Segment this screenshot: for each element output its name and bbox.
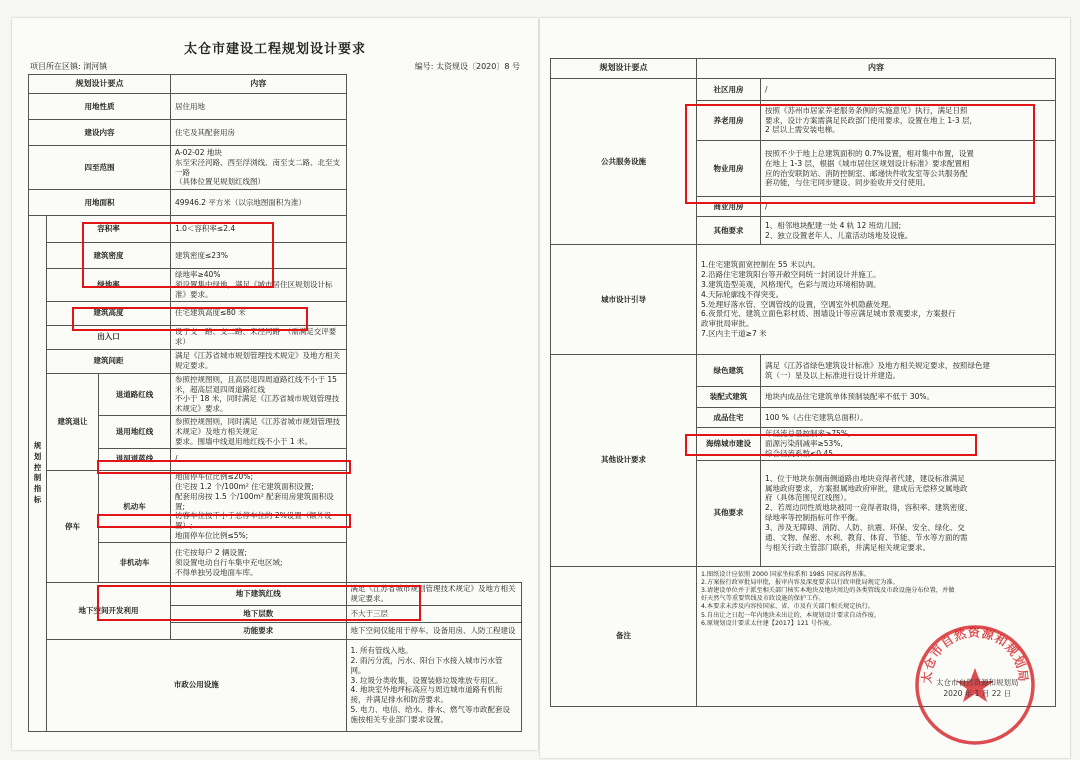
public-other-value: [761, 217, 1056, 245]
row-setback-land: [29, 416, 522, 449]
row-boundary: [29, 146, 522, 190]
issuer-name: 太仓市自然资源和规划局: [936, 678, 1019, 687]
left-requirements-table: [28, 74, 522, 732]
spacing-label: 建筑间距: [47, 349, 171, 373]
underground-function-value: 地下空间仅能用于停车、设备用房、人防工程建设: [346, 622, 522, 639]
control-indicators-label: [29, 216, 47, 732]
other-design-label: 其他设计要求: [551, 355, 697, 567]
setback-road-line: 参照控规图则，且高层退四周道路红线不小于 15 米，超高层退四周道路红线: [175, 374, 337, 394]
design-other-line: 通、文物、保密、水利、教育、体育、节能、节水等方面的需: [765, 532, 968, 542]
design-other-line: 2、若周边同性质地块被同一竞得者取得，容积率、建筑密度、: [765, 503, 973, 513]
row-green-building: [551, 355, 1056, 387]
sponge-city-label: 海绵城市建设: [697, 428, 761, 461]
seal-text: 太仓市自然资源和规划局: [919, 625, 1031, 685]
elderly-value: [761, 101, 1056, 141]
parking-nonmotor-label: 非机动车: [99, 543, 171, 583]
height-label: 建筑高度: [47, 301, 171, 325]
underground-redline-label: 地下建筑红线: [171, 583, 347, 606]
land-use-label: 用地性质: [29, 94, 171, 120]
row-urban-design: [551, 245, 1056, 355]
green-building-value: [761, 355, 1056, 387]
design-other-line: 与相关行政主管部门联系，并满足相关规定要求。: [765, 542, 930, 552]
design-other-line: 1、位于地块东侧南侧道路由地块竞得者代建，建设标准满足: [765, 473, 965, 483]
setback-road-label: 退道路红线: [99, 373, 171, 416]
row-parking-nonmotor: [29, 543, 522, 583]
setback-land-value: [171, 416, 347, 449]
row-land-use: [29, 94, 522, 120]
meta-row: [28, 58, 522, 74]
elderly-label: 养老用房: [697, 101, 761, 141]
design-other-line: 绿地率等控制指标可作平衡。: [765, 513, 863, 523]
urban-design-line: 3.建筑造型美观，风格现代，色彩与周边环境相协调。: [701, 279, 881, 289]
urban-design-line: 5.处理好落水管、空调管线的设置，空调室外机隐蔽处理。: [701, 299, 896, 309]
urban-design-line: 政审批局审批。: [701, 319, 754, 329]
parking-nonmotor-line: 须设置电动自行车集中充电区域;: [175, 557, 283, 567]
prefab-value: 地块内成品住宅建筑单体预制装配率不低于 30%。: [761, 387, 1056, 408]
right-header-point: 规划设计要点: [551, 59, 697, 79]
green-line: 须设置集中绿地，满足《城市居住区规划设计标准》要求。: [175, 279, 333, 299]
right-header-content: 内容: [697, 59, 1056, 79]
finished-housing-value: 100 %（占住宅建筑总面积）。: [761, 408, 1056, 428]
setback-road-line: 不小于 18 米，同时满足《江苏省城市规划管理技术规定》要求。: [175, 394, 340, 414]
right-requirements-table: [550, 58, 1056, 707]
issue-date: 2020 年 1 月 22 日: [943, 689, 1012, 699]
elderly-line: 要求，设计方案需满足民政部门使用要求，设置在地上 1-3 层，: [765, 115, 978, 125]
notes-line: 3.请建设单位并于派至相关部门核实本地块及地块周边的各类管线及市政设施分布位置，并做: [701, 587, 955, 595]
build-content-label: 建设内容: [29, 120, 171, 146]
entrance-value: 设于支一路、支二路、宋泾河路 （需满足交评要求）: [171, 325, 347, 349]
setback-land-line: 参照控规图则，同时满足《江苏省城市规划管理技术规定》及地方相关规定: [175, 417, 340, 437]
boundary-line: 东至宋泾河路、西至浮浏线、南至支二路、北至支一路: [175, 157, 340, 177]
municipal-line: 3. 垃圾分类收集，设置装修垃圾堆放专用区。: [350, 675, 503, 685]
underground-label: 地下空间开发利用: [47, 583, 171, 640]
parking-label: 停车: [47, 470, 99, 582]
table-header-row: [29, 75, 522, 94]
setback-label: 建筑退让: [47, 373, 99, 470]
row-density: [29, 243, 522, 269]
green-building-label: 绿色建筑: [697, 355, 761, 387]
design-other-label: 其他要求: [697, 460, 761, 566]
control-label-char: 控: [33, 462, 42, 472]
municipal-value: [346, 639, 522, 731]
control-label-char: 标: [33, 495, 42, 505]
green-building-line: 筑（一）星及以上标准进行设计并建造。: [765, 370, 900, 380]
boundary-line: （具体位置见规划红线图）: [175, 177, 265, 187]
property-line: 按照不少于地上总建筑面积的 0.7%设置，相对集中布置，设置: [765, 148, 974, 158]
urban-design-value: [697, 245, 1056, 355]
setback-river-label: 退河道蓝线: [99, 448, 171, 470]
control-label-char: 划: [33, 451, 42, 461]
row-build-content: [29, 120, 522, 146]
boundary-value: [171, 146, 347, 190]
municipal-line: 4. 地块室外地坪标高应与周边城市道路有机衔接，并满足排水和防涝要求。: [350, 685, 503, 705]
green-building-line: 满足《江苏省绿色建筑设计标准》及地方相关规定要求，按照绿色建: [765, 360, 990, 370]
urban-design-line: 1.住宅建筑面宽控制在 55 米以内。: [701, 259, 820, 269]
elderly-line: 2 层以上需安装电梯。: [765, 125, 840, 135]
urban-design-label: 城市设计引导: [551, 245, 697, 355]
prefab-label: 装配式建筑: [697, 387, 761, 408]
parking-motor-line: 住宅按 1.2 个/100m² 住宅建筑面积设置;: [175, 481, 314, 491]
urban-design-line: 2.沿路住宅建筑阳台等开敞空间统一封闭设计并施工。: [701, 269, 881, 279]
notes-line: 4.本要求未涉及内容按国家、省、市及有关部门相关规定执行。: [701, 603, 874, 611]
control-label-char: 制: [33, 473, 42, 483]
spacing-value: 满足《江苏省城市规划管理技术规定》及地方相关规定要求。: [171, 349, 347, 373]
parking-motor-value: [171, 470, 347, 542]
boundary-label: 四至范围: [29, 146, 171, 190]
municipal-line: 1. 所有管线入地。: [350, 645, 413, 655]
row-setback-river: [29, 448, 522, 470]
finished-housing-label: 成品住宅: [697, 408, 761, 428]
community-label: 社区用房: [697, 79, 761, 101]
underground-function-label: 功能要求: [171, 622, 347, 639]
row-spacing: [29, 349, 522, 373]
header-point: 规划设计要点: [29, 75, 171, 94]
public-other-line: 2、独立设置老年人、儿童活动场地及设施。: [765, 230, 913, 240]
notes-line: 2.方案报行政审批局审批，报审内容及深度要求以行政审批局规定为准。: [701, 578, 899, 586]
row-parking-motor: [29, 470, 522, 542]
setback-land-label: 退用地红线: [99, 416, 171, 449]
notes-label: 备注: [551, 566, 697, 706]
sponge-city-line: 综合径流系数≤0.45: [765, 448, 833, 458]
land-area-value: 49946.2 平方米（以宗地图面积为准）: [171, 190, 347, 216]
right-header-row: [551, 59, 1056, 79]
underground-floors-value: 不大于三层: [346, 605, 522, 622]
control-label-char: 规: [33, 440, 42, 450]
document-number: 编号: 太资规设〔2020〕8 号: [414, 61, 520, 71]
issuer-block: [936, 677, 1019, 700]
community-value: /: [761, 79, 1056, 101]
parking-nonmotor-line: 住宅按每户 2 辆设置;: [175, 547, 248, 557]
parking-motor-line: 地面停车位比例≤20%;: [175, 471, 253, 481]
sponge-city-value: [761, 428, 1056, 461]
green-label: 绿地率: [47, 269, 171, 302]
parking-nonmotor-value: [171, 543, 347, 583]
build-content-value: 住宅及其配套用房: [171, 120, 347, 146]
design-other-line: 府（具体范围见红线图）。: [765, 493, 852, 503]
public-other-line: 1、相邻地块配建一处 4 轨 12 班幼儿园;: [765, 220, 902, 230]
row-municipal: [29, 639, 522, 731]
setback-land-line: 要求。围墙中线退用地红线不小于 1 米。: [175, 437, 313, 447]
municipal-label: 市政公用设施: [47, 639, 347, 731]
header-content: 内容: [171, 75, 347, 94]
project-area: 项目所在区镇: 浏河镇: [30, 61, 108, 71]
height-value: 住宅建筑高度≤80 米: [171, 301, 347, 325]
green-line: 绿地率≥40%: [175, 270, 221, 279]
notes-line: 1.图纸设计应依照 2000 国家坐标系和 1985 国家高程基准。: [701, 570, 871, 578]
notes-line: 6.原规划设计要求太住建【2017】121 号作废。: [701, 619, 836, 627]
sponge-city-line: 面源污染削减率≥53%,: [765, 438, 843, 448]
underground-floors-label: 地下层数: [171, 605, 347, 622]
parking-motor-line: 配套用房按 1.5 个/100m² 配套用房建筑面积设置;: [175, 491, 334, 511]
green-value: [171, 269, 347, 302]
design-other-line: 3、涉及无障碍、消防、人防、抗震、环保、安全、绿化、交: [765, 523, 965, 533]
row-green: [29, 269, 522, 302]
boundary-line: A-02-02 地块: [175, 147, 222, 157]
property-label: 物业用房: [697, 141, 761, 197]
parking-motor-line: 地面停车位比例≤5%;: [175, 531, 249, 541]
land-use-value: 居住用地: [171, 94, 347, 120]
row-land-area: [29, 190, 522, 216]
control-label-char: 指: [33, 484, 42, 494]
density-label: 建筑密度: [47, 243, 171, 269]
municipal-line: 2. 雨污分流，污水、阳台下水接入城市污水管网。: [350, 655, 503, 675]
notes-line: 好天然气等重要管线及市政设施的保护工作。: [701, 595, 825, 603]
urban-design-line: 6.夜景灯光、建筑立面色彩材质、围墙设计等应满足城市景观要求，方案报行: [701, 309, 956, 319]
underground-redline-value: 满足《江苏省城市规划管理技术规定》及地方相关规定要求。: [346, 583, 522, 606]
far-label: 容积率: [47, 216, 171, 243]
row-far: [29, 216, 522, 243]
sponge-city-line: 年径流总量控制率≥75%,: [765, 429, 851, 438]
row-setback-road: [29, 373, 522, 416]
parking-nonmotor-line: 不得单独另设地面车库。: [175, 567, 258, 577]
property-line: 套功能，与住宅同步建设、同步验收并交付使用。: [765, 178, 930, 188]
design-other-value: [761, 460, 1056, 566]
commercial-label: 商业用房: [697, 197, 761, 217]
property-line: 应的治安联防站、消防控制室、邮递快件收发室等公共服务配: [765, 168, 968, 178]
row-height: [29, 301, 522, 325]
public-other-label: 其他要求: [697, 217, 761, 245]
setback-river-value: /: [171, 448, 347, 470]
property-value: [761, 141, 1056, 197]
municipal-line: 5. 电力、电信、给水、排水、燃气等市政配套设施按相关专业部门要求设置。: [350, 705, 511, 725]
row-community: [551, 79, 1056, 101]
parking-motor-label: 机动车: [99, 470, 171, 542]
parking-motor-line: 访客车位按不小于总停车位的 2%设置（额外设置）;: [175, 511, 332, 531]
density-value: 建筑密度≤23%: [171, 243, 347, 269]
urban-design-line: 7.区内主干道≥7 米: [701, 329, 767, 339]
entrance-label: 出入口: [47, 325, 171, 349]
setback-road-value: [171, 373, 347, 416]
commercial-value: /: [761, 197, 1056, 217]
far-value: 1.0＜容积率≤2.4: [171, 216, 347, 243]
row-entrance: [29, 325, 522, 349]
urban-design-line: 4.天际轮廓线不得突变。: [701, 289, 784, 299]
design-other-line: 属地政府要求，方案报属地政府审批，建成后无偿移交属地政: [765, 483, 968, 493]
elderly-line: 按照《苏州市居家养老服务条例的实施意见》执行，满足日照: [765, 105, 968, 115]
left-page: [12, 18, 538, 750]
notes-line: 5.自出让之日起一年内地块未出让的，本规划设计要求自动作废。: [701, 611, 881, 619]
public-service-label: 公共服务设施: [551, 79, 697, 245]
row-underground-redline: [29, 583, 522, 606]
property-line: 在地上 1-3 层，根据《城市居住区规划设计标准》要求配置相: [765, 158, 970, 168]
land-area-label: 用地面积: [29, 190, 171, 216]
document-title: 太仓市建设工程规划设计要求: [183, 42, 366, 57]
